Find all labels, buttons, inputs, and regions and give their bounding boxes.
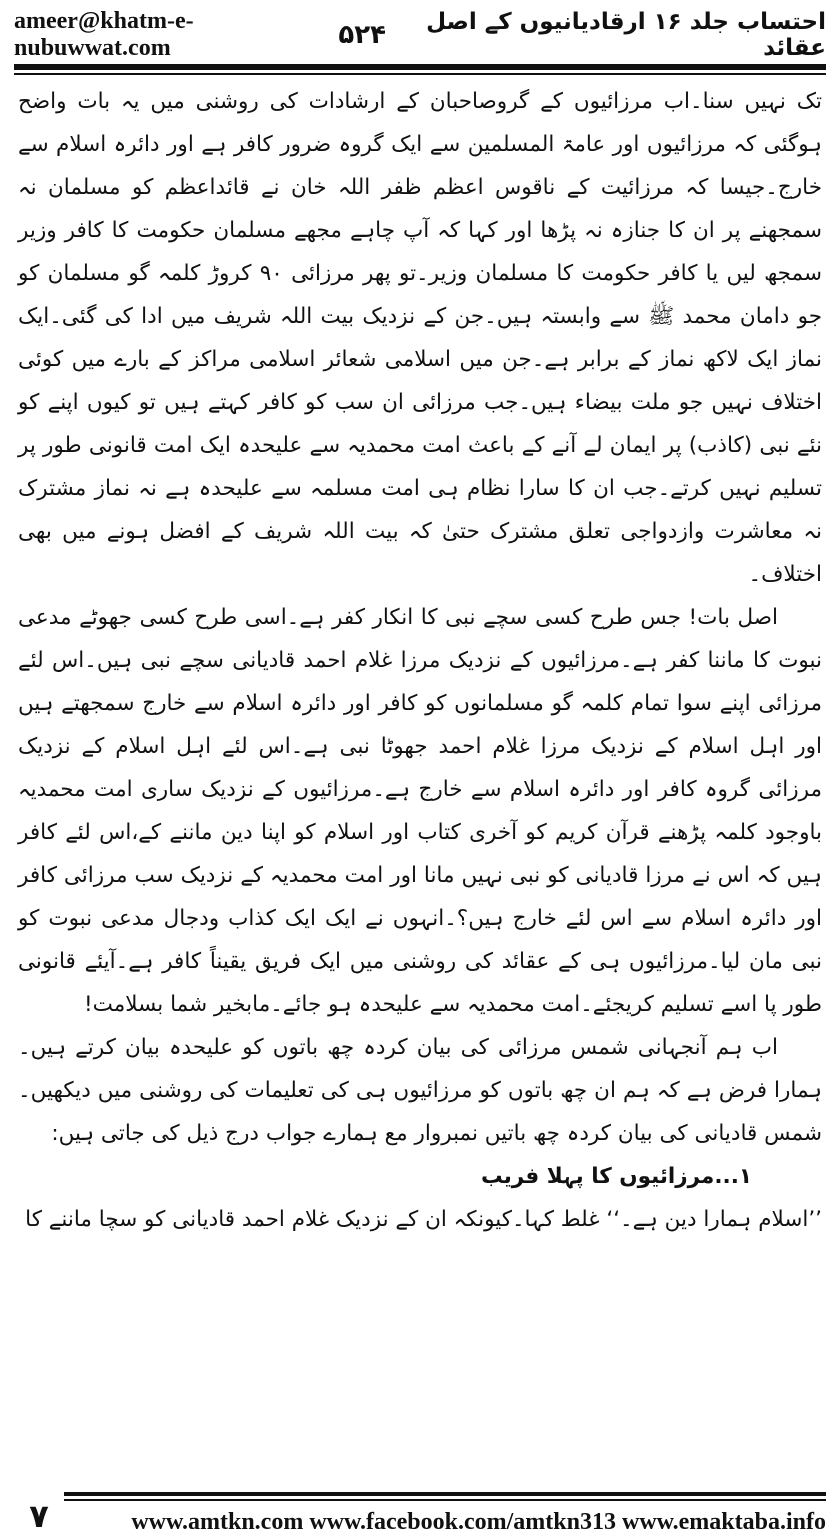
- header-page-number: ۵۲۴: [338, 20, 386, 50]
- header-rule-thick: [14, 64, 826, 70]
- body-text: [18, 80, 822, 1480]
- footer-bar: [64, 1492, 826, 1536]
- header-rule-thin: [14, 73, 826, 75]
- footer-websites[interactable]: www.amtkn.com www.facebook.com/amtkn313 www.emaktaba.info: [131, 1509, 826, 1535]
- paragraph-3: اب ہم آنجہانی شمس مرزائی کی بیان کردہ چھ باتوں کو علیحدہ بیان کرتے ہیں۔ہمارا فرض ہے کہ ہم ان چھ باتوں کو مرزائیوں ہی کی تعلیمات کی روشنی میں دیکھیں۔شمس قادیانی کی بیان کردہ چھ باتیں نمبروار مع ہمارے جواب درج ذیل کی جاتی ہیں:: [18, 1035, 822, 1146]
- header-left: [14, 8, 386, 62]
- footer-rule-thick: [64, 1492, 826, 1496]
- section-heading: ۱...مرزائیوں کا پہلا فریب: [480, 1164, 752, 1189]
- paragraph-2: اصل بات! جس طرح کسی سچے نبی کا انکار کفر ہے۔اسی طرح کسی جھوٹے مدعی نبوت کا ماننا کفر ہے۔مرزائیوں کے نزدیک مرزا غلام احمد قادیانی سچے نبی ہیں۔اس لئے مرزائی اپنے سوا تمام کلمہ گو مسلمانوں کو کافر اور دائرہ اسلام سے خارج سمجھتے ہیں اور اہل اسلام کے نزدیک مرزا غلام احمد جھوٹا نبی ہے۔اس لئے اہل اسلام کے نزدیک مرزائی گروہ کافر اور دائرہ اسلام سے خارج ہے۔مرزائیوں کے نزدیک ساری امت محمدیہ باوجود کلمہ پڑھنے قرآن کریم کو آخری کتاب اور اسلام کو اپنا دین ماننے کے،اس لئے کافر ہیں کہ اس نے مرزا قادیانی کو نبی نہیں مانا اور امت محمدیہ کے نزدیک سب مرزائی کافر اور دائرہ اسلام سے اس لئے خارج ہیں؟۔انہوں نے ایک ایک کذاب ودجال مدعی نبوت کو نبی مان لیا۔مرزائیوں ہی کے عقائد کی روشنی میں ایک فریق یقیناً کافر ہے۔آیئے قانونی طور پا اسے تسلیم کریجئے۔امت محمدیہ سے علیحدہ ہو جائے۔مابخیر شما بسلامت!: [18, 605, 822, 1017]
- footer-page-number: ۷: [29, 1497, 49, 1535]
- paragraph-1: تک نہیں سنا۔اب مرزائیوں کے گروصاحبان کے ارشادات کی روشنی میں یہ بات واضح ہوگئی کہ مرزائیوں اور عامۃ المسلمین سے ایک گروہ ضرور کافر ہے اور دائرہ اسلام سے خارج۔جیسا کہ مرزائیت کے ناقوس اعظم ظفر اللہ خان نے قائداعظم کو مسلمان نہ سمجھنے پر ان کا جنازہ نہ پڑھا اور کہا کہ آپ چاہے مجھے مسلمان حکومت کا کافر وزیر سمجھ لیں یا کافر حکومت کا مسلمان وزیر۔تو پھر مرزائی ۹۰ کروڑ کلمہ گو مسلمان کو جو دامان محمد ﷺ سے وابستہ ہیں۔جن کے نزدیک بیت اللہ شریف میں ادا کی گئی۔ایک نماز ایک لاکھ نماز کے برابر ہے۔جن میں اسلامی شعائر اسلامی مراکز کے بارے میں کوئی اختلاف نہیں جو ملت بیضاء ہیں۔جب مرزائی ان سب کو کافر کہتے ہیں تو کیوں اپنے کو نئے نبی (کاذب) پر ایمان لے آنے کے باعث امت محمدیہ سے علیحدہ ایک امت قانونی طور پر تسلیم نہیں کرتے۔جب ان کا سارا نظام ہی امت مسلمہ سے علیحدہ ہے نہ نماز مشترک نہ معاشرت وازدواجی تعلق مشترک حتیٰ کہ بیت اللہ شریف کے افضل ہونے میں بھی اختلاف۔: [18, 89, 822, 587]
- paragraph-4: ’’اسلام ہمارا دین ہے۔‘‘ غلط کہا۔کیونکہ ان کے نزدیک غلام احمد قادیانی کو سچا ماننے کا: [25, 1207, 822, 1232]
- page-footer: [14, 1492, 826, 1536]
- header-email[interactable]: ameer@khatm-e-nubuwwat.com: [14, 8, 194, 61]
- running-title: احتساب جلد ۱۶ ارقادیانیوں کے اصل عقائد: [426, 9, 826, 61]
- page-header: [14, 8, 826, 62]
- footer-rule-thin: [64, 1499, 826, 1501]
